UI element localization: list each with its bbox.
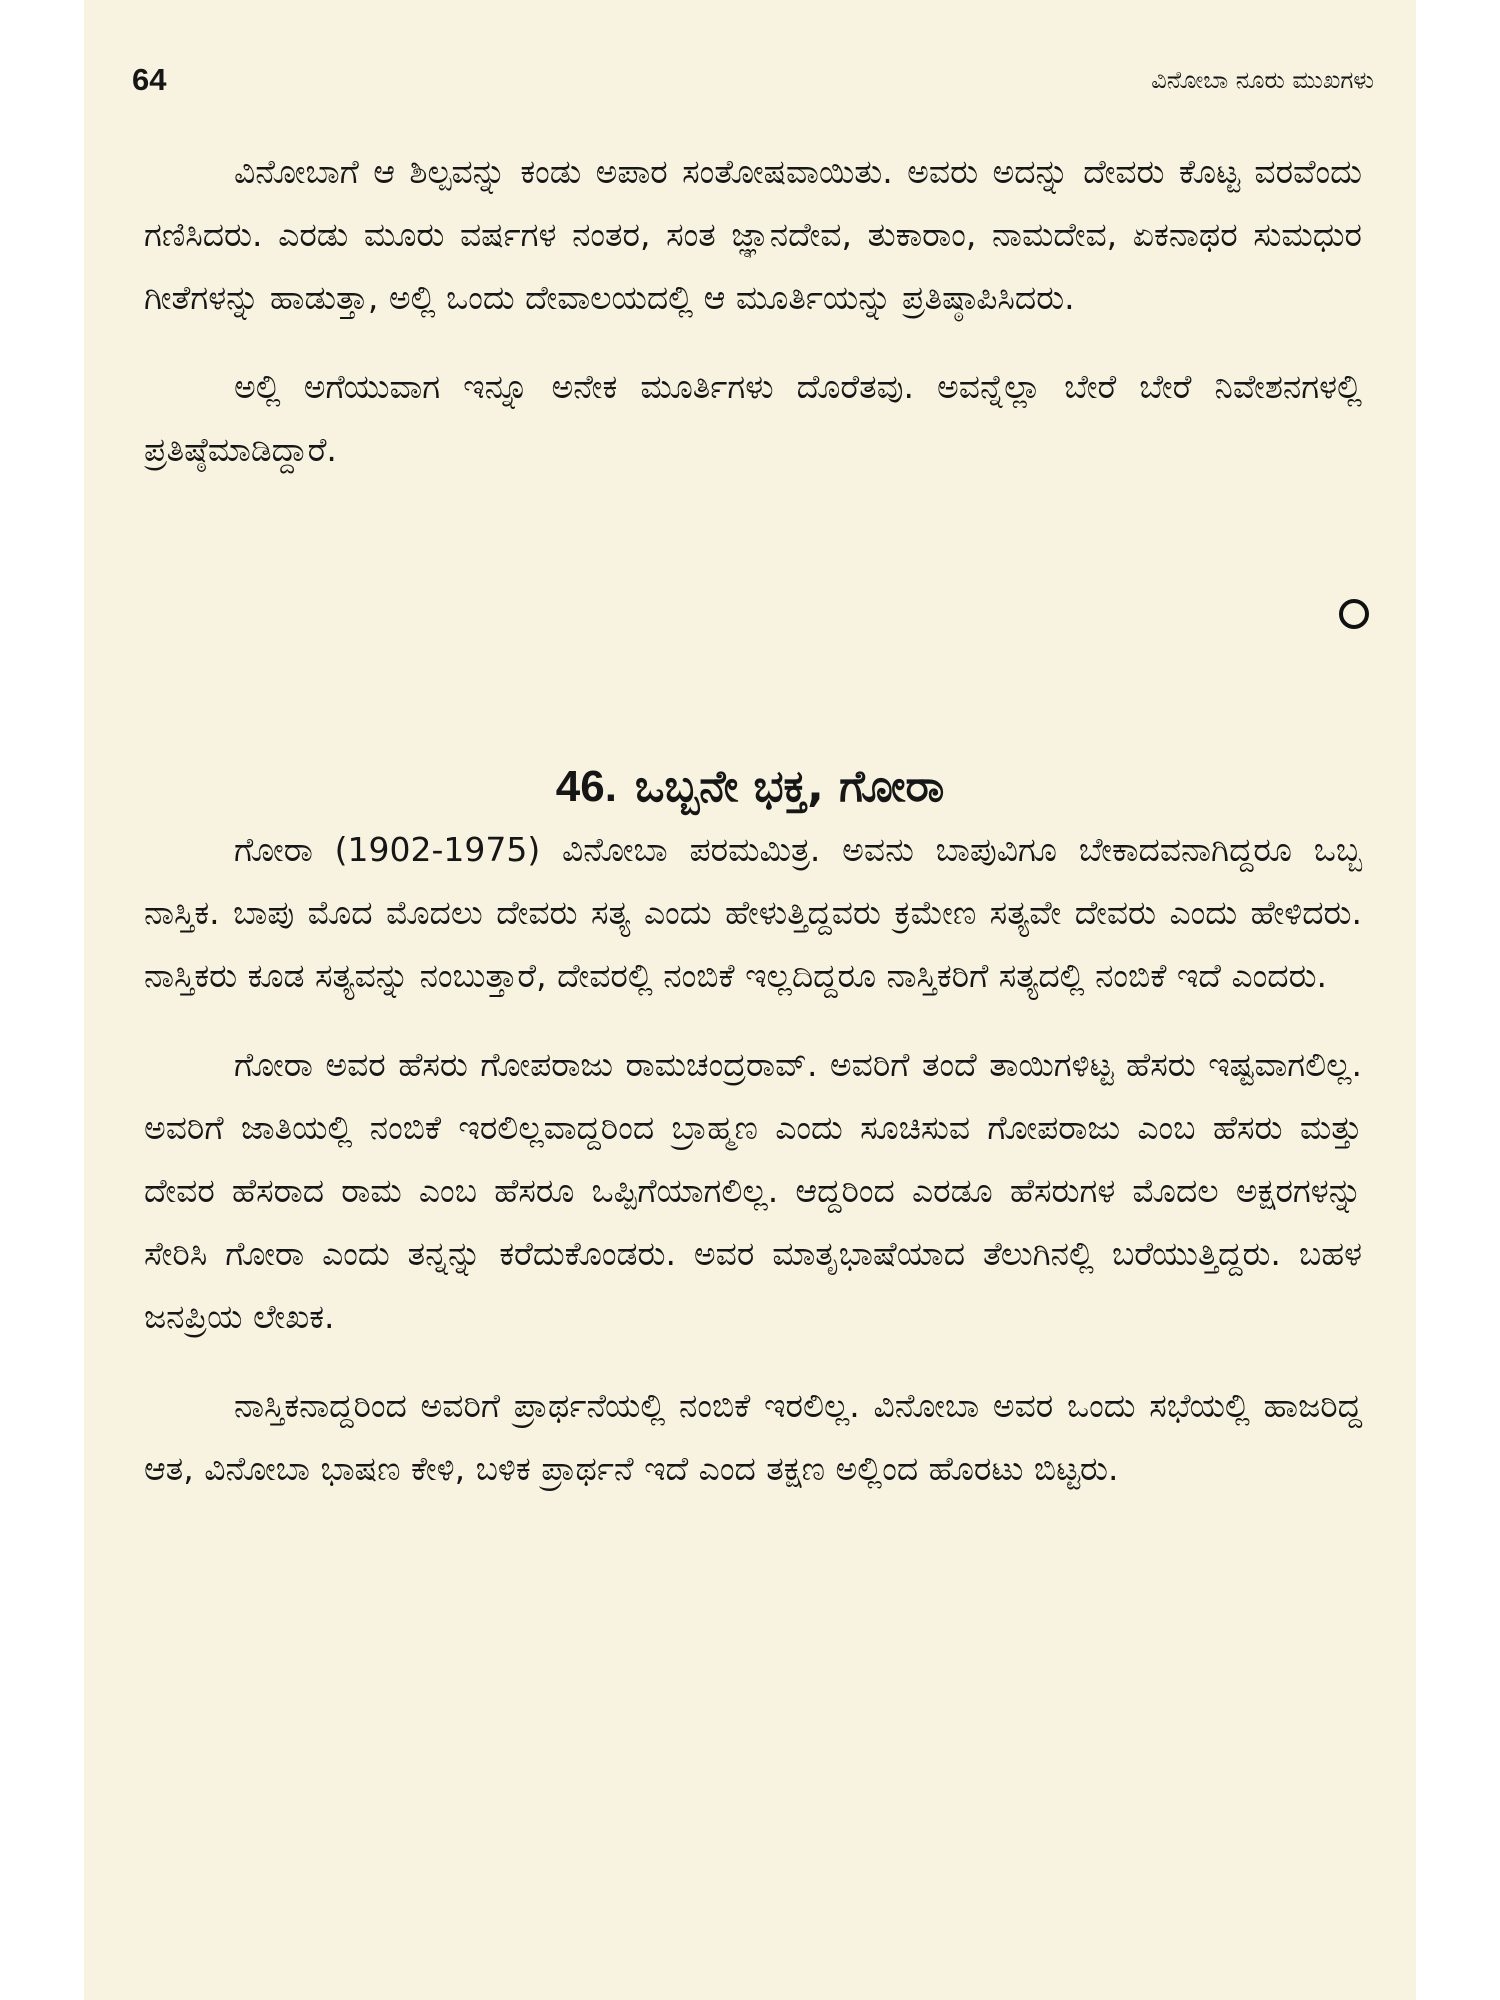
paragraph: ನಾಸ್ತಿಕನಾದ್ದರಿಂದ ಅವರಿಗೆ ಪ್ರಾರ್ಥನೆಯಲ್ಲಿ ನಂಬಿಕೆ ಇರಲಿಲ್ಲ. ವಿನೋಬಾ ಅವರ ಒಂದು ಸಭೆಯಲ್ಲಿ ಹಾಜರಿದ್ದ ಆತ, ವಿನೋಬಾ ಭಾಷಣ ಕೇಳಿ, ಬಳಿಕ ಪ್ರಾರ್ಥನೆ ಇದೆ ಎಂದ ತಕ್ಷಣ ಅಲ್ಲಿಂದ ಹೊರಟು ಬಿಟ್ಟರು. [144,1386,1362,1488]
paragraph: ಗೋರಾ ಅವರ ಹೆಸರು ಗೋಪರಾಜು ರಾಮಚಂದ್ರರಾವ್. ಅವರಿಗೆ ತಂದೆ ತಾಯಿಗಳಿಟ್ಟ ಹೆಸರು ಇಷ್ಟವಾಗಲಿಲ್ಲ. ಅವರಿಗೆ ಜಾತಿಯಲ್ಲಿ ನಂಬಿಕೆ ಇರಲಿಲ್ಲವಾದ್ದರಿಂದ ಬ್ರಾಹ್ಮಣ ಎಂದು ಸೂಚಿಸುವ ಗೋಪರಾಜು ಎಂಬ ಹೆಸರು ಮತ್ತು ದೇವರ ಹೆಸರಾದ ರಾಮ ಎಂಬ ಹೆಸರೂ ಒಪ್ಪಿಗೆಯಾಗಲಿಲ್ಲ. ಆದ್ದರಿಂದ ಎರಡೂ ಹೆಸರುಗಳ ಮೊದಲ ಅಕ್ಷರಗಳನ್ನು ಸೇರಿಸಿ ಗೋರಾ ಎಂದು ತನ್ನನ್ನು ಕರೆದುಕೊಂಡರು. ಅವರ ಮಾತೃಭಾಷೆಯಾದ ತೆಲುಗಿನಲ್ಲಿ ಬರೆಯುತ್ತಿದ್ದರು. ಬಹಳ ಜನಪ್ರಿಯ ಲೇಖಕ. [144,1045,1362,1336]
section-number: 46. [555,761,617,811]
paragraph: ಅಲ್ಲಿ ಅಗೆಯುವಾಗ ಇನ್ನೂ ಅನೇಕ ಮೂರ್ತಿಗಳು ದೊರೆತವು. ಅವನ್ನೆಲ್ಲಾ ಬೇರೆ ಬೇರೆ ನಿವೇಶನಗಳಲ್ಲಿ ಪ್ರತಿಷ್ಠೆಮಾಡಿದ್ದಾರೆ. [144,367,1362,469]
section-title: ಒಬ್ಬನೇ ಭಕ್ತ, ಗೋರಾ [634,760,945,812]
paragraph: ಗೋರಾ (1902-1975) ವಿನೋಬಾ ಪರಮಮಿತ್ರ. ಅವನು ಬಾಪುವಿಗೂ ಬೇಕಾದವನಾಗಿದ್ದರೂ ಒಬ್ಬ ನಾಸ್ತಿಕ. ಬಾಪು ಮೊದ ಮೊದಲು ದೇವರು ಸತ್ಯ ಎಂದು ಹೇಳುತ್ತಿದ್ದವರು ಕ್ರಮೇಣ ಸತ್ಯವೇ ದೇವರು ಎಂದು ಹೇಳಿದರು. ನಾಸ್ತಿಕರು ಕೂಡ ಸತ್ಯವನ್ನು ನಂಬುತ್ತಾರೆ, ದೇವರಲ್ಲಿ ನಂಬಿಕೆ ಇಲ್ಲದಿದ್ದರೂ ನಾಸ್ತಿಕರಿಗೆ ಸತ್ಯದಲ್ಲಿ ನಂಬಿಕೆ ಇದೆ ಎಂದರು. [144,830,1362,995]
section-heading [84,757,1416,817]
previous-section-text [144,140,1362,507]
page-number: 64 [132,62,167,97]
section-text [144,818,1362,1526]
book-page [84,0,1416,2000]
page-header [84,55,1416,105]
paragraph: ವಿನೋಬಾಗೆ ಆ ಶಿಲ್ಪವನ್ನು ಕಂಡು ಅಪಾರ ಸಂತೋಷವಾಯಿತು. ಅವರು ಅದನ್ನು ದೇವರು ಕೊಟ್ಟ ವರವೆಂದು ಗಣಿಸಿದರು. ಎರಡು ಮೂರು ವರ್ಷಗಳ ನಂತರ, ಸಂತ ಜ್ಞಾನದೇವ, ತುಕಾರಾಂ, ನಾಮದೇವ, ಏಕನಾಥರ ಸುಮಧುರ ಗೀತೆಗಳನ್ನು ಹಾಡುತ್ತಾ, ಅಲ್ಲಿ ಒಂದು ದೇವಾಲಯದಲ್ಲಿ ಆ ಮೂರ್ತಿಯನ್ನು ಪ್ರತಿಷ್ಠಾಪಿಸಿದರು. [144,152,1362,317]
section-end-circle-icon [1339,599,1369,629]
running-title: ವಿನೋಬಾ ನೂರು ಮುಖಗಳು [1151,66,1374,94]
